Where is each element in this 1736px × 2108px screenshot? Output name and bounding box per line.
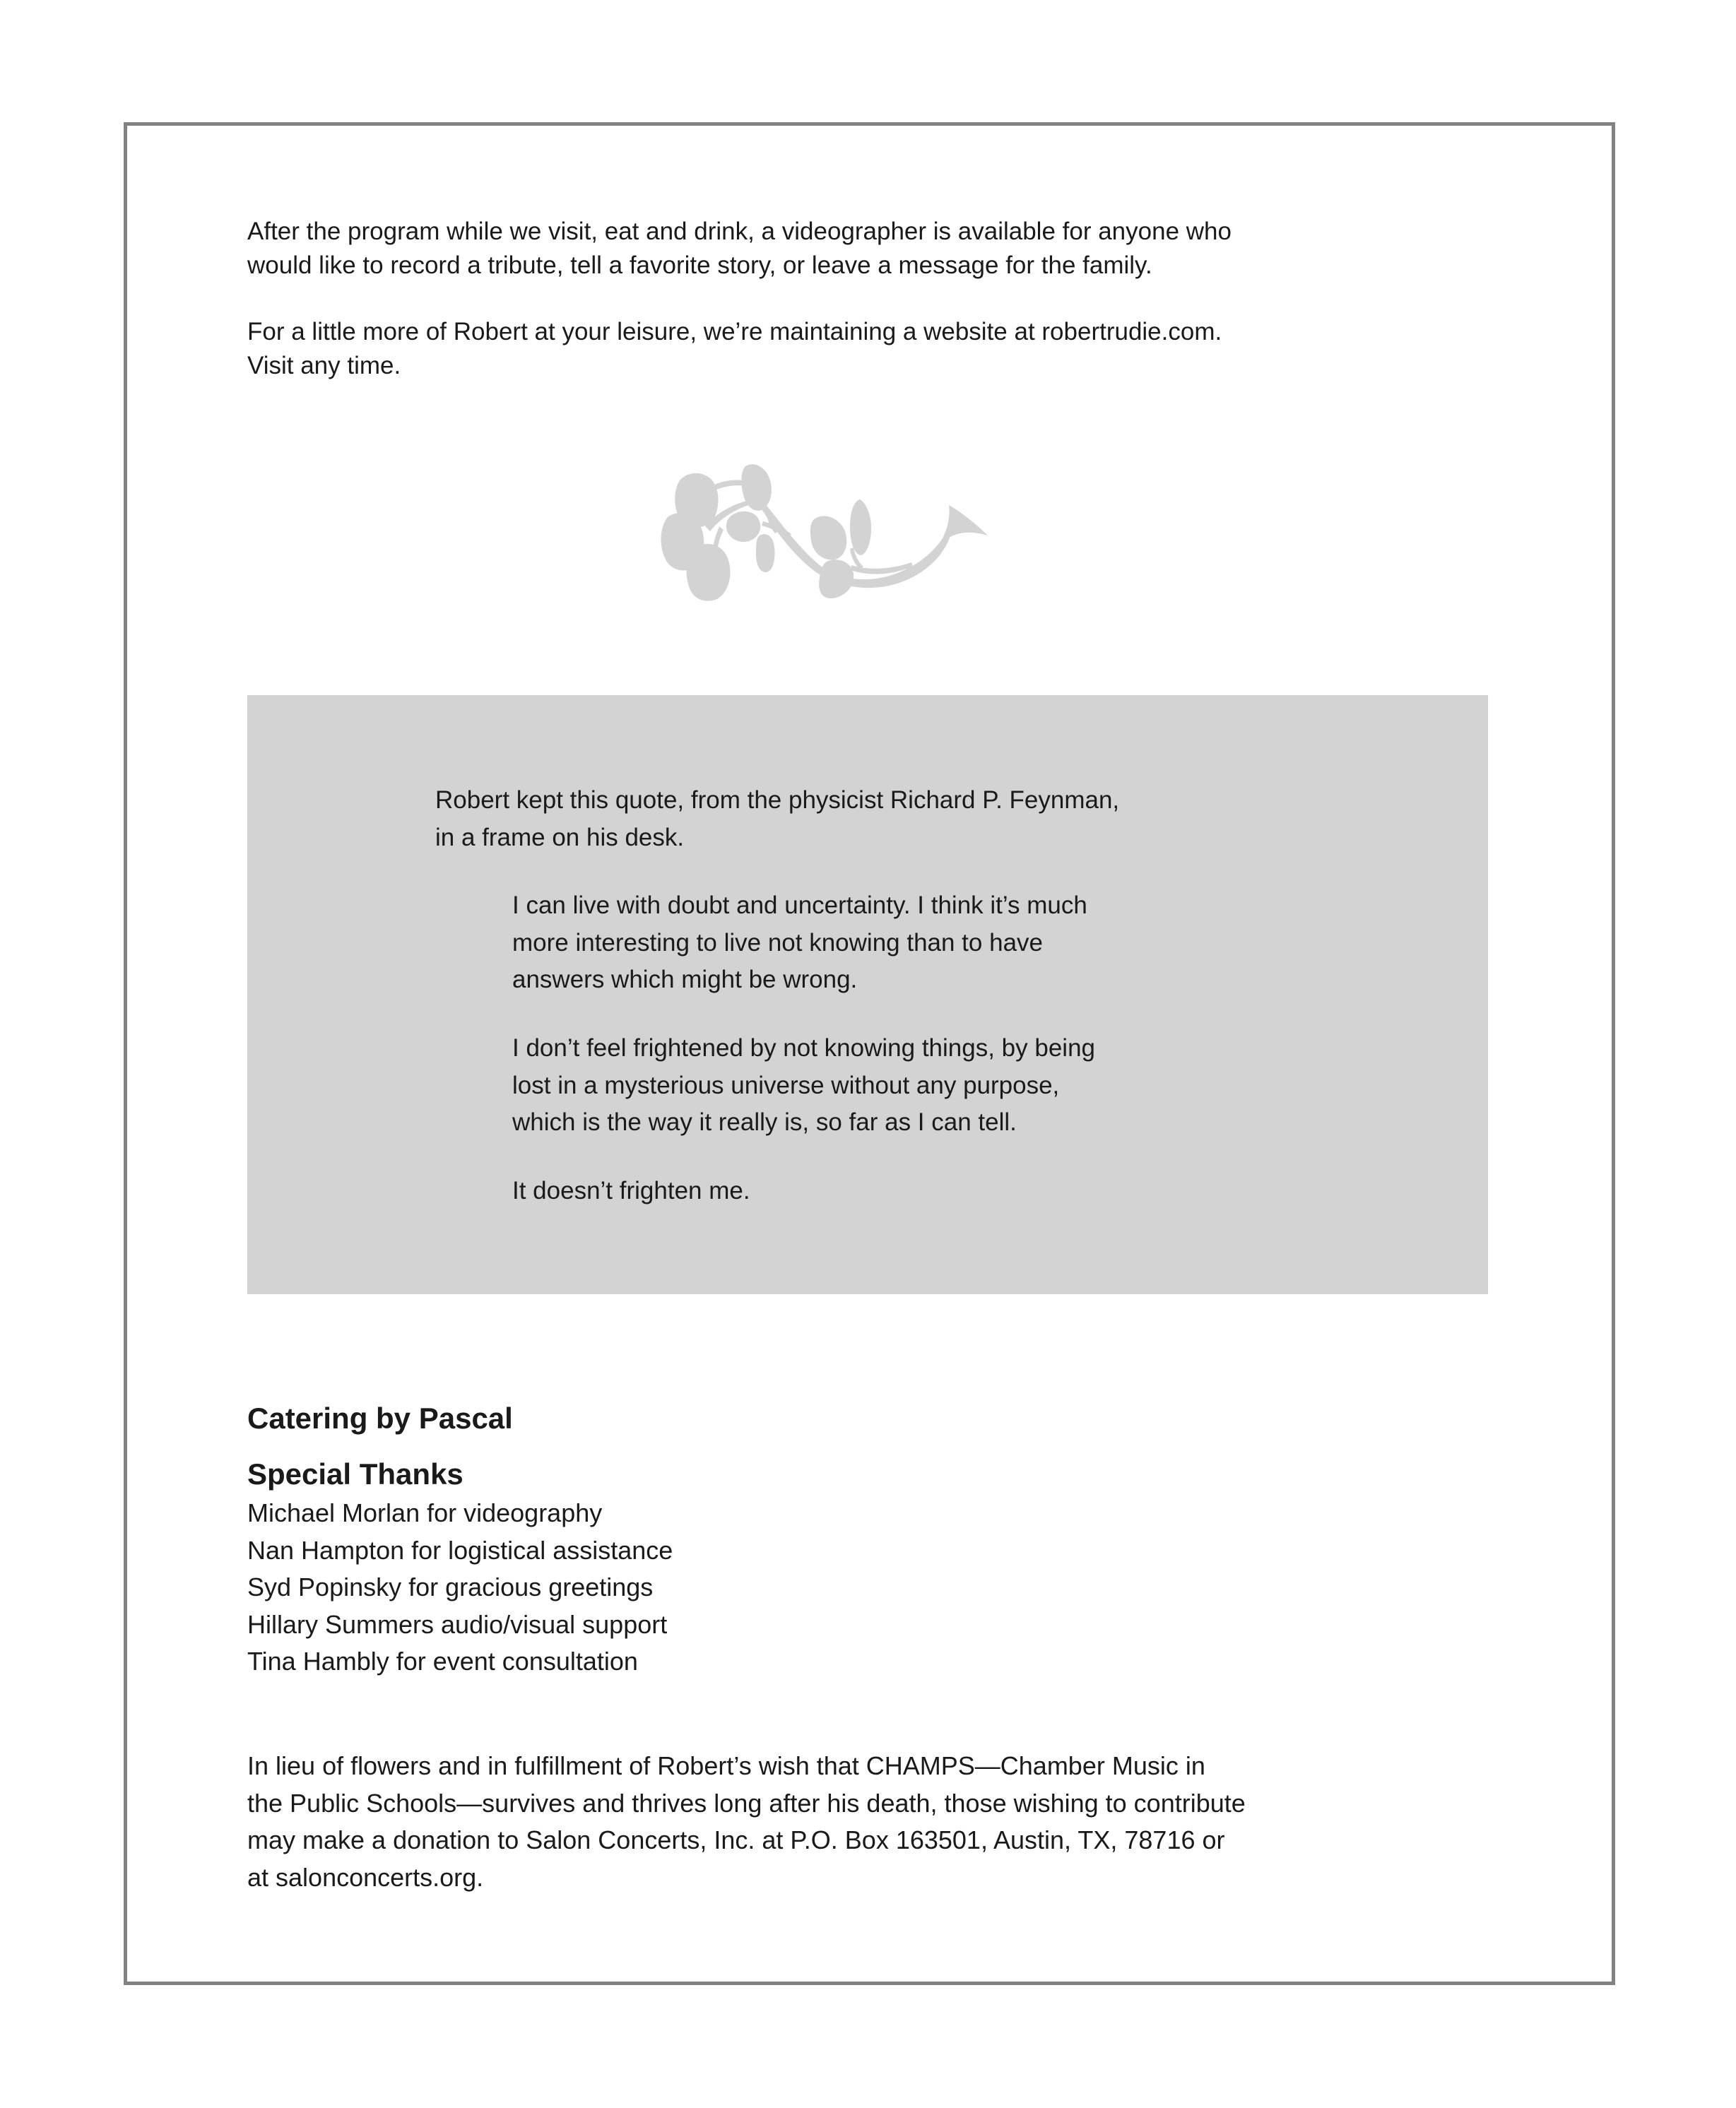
text-line: I can live with doubt and uncertainty. I think it’s much bbox=[512, 892, 1087, 919]
text-line: answers which might be wrong. bbox=[512, 966, 858, 993]
text-line: I don’t feel frightened by not knowing things, by being bbox=[512, 1034, 1095, 1062]
text-line: It doesn’t frighten me. bbox=[512, 1177, 750, 1204]
text-line: After the program while we visit, eat and drink, a videographer is available for anyone who bbox=[247, 218, 1232, 245]
leaf bbox=[850, 499, 871, 555]
text-line: at salonconcerts.org. bbox=[247, 1862, 484, 1892]
text-line: Robert kept this quote, from the physicist Richard P. Feynman, bbox=[435, 786, 1120, 814]
text-line: For a little more of Robert at your leisure, we’re maintaining a website at robertrudie.com. bbox=[247, 318, 1222, 345]
floral-vine-ornament-icon bbox=[650, 452, 1003, 615]
special-thanks-list bbox=[247, 1495, 673, 1681]
donation-paragraph bbox=[247, 1748, 1246, 1896]
list-item: Michael Morlan for videography bbox=[247, 1498, 603, 1527]
leaf bbox=[810, 516, 847, 559]
catering-heading: Catering by Pascal bbox=[247, 1402, 513, 1435]
quote-paragraph bbox=[512, 887, 1087, 999]
text-line: may make a donation to Salon Concerts, Inc. at P.O. Box 163501, Austin, TX, 78716 or bbox=[247, 1825, 1225, 1854]
list-item: Nan Hampton for logistical assistance bbox=[247, 1535, 673, 1565]
text-line: Visit any time. bbox=[247, 352, 401, 379]
text-line: In lieu of flowers and in fulfillment of Robert’s wish that CHAMPS—Chamber Music in bbox=[247, 1751, 1205, 1780]
text-line: in a frame on his desk. bbox=[435, 823, 685, 851]
text-line: more interesting to live not knowing than to have bbox=[512, 928, 1043, 957]
text-line: the Public Schools—survives and thrives long after his death, those wishing to contribute bbox=[247, 1788, 1246, 1818]
text-line: lost in a mysterious universe without any purpose, bbox=[512, 1071, 1060, 1099]
leaf bbox=[819, 559, 854, 598]
quote-paragraph bbox=[512, 1173, 750, 1210]
website-paragraph bbox=[247, 315, 1222, 383]
list-item: Syd Popinsky for gracious greetings bbox=[247, 1573, 654, 1601]
special-thanks-heading: Special Thanks bbox=[247, 1457, 463, 1491]
text-line: which is the way it really is, so far as I can tell. bbox=[512, 1108, 1017, 1136]
videographer-paragraph bbox=[247, 215, 1232, 283]
list-item: Tina Hambly for event consultation bbox=[247, 1647, 638, 1676]
feynman-quote-box bbox=[247, 695, 1488, 1294]
text-line: would like to record a tribute, tell a favorite story, or leave a message for the family. bbox=[247, 251, 1152, 279]
leaf bbox=[726, 511, 760, 542]
list-item: Hillary Summers audio/visual support bbox=[247, 1609, 668, 1639]
vine-horn bbox=[943, 505, 988, 537]
quote-introduction bbox=[435, 782, 1119, 856]
quote-paragraph bbox=[512, 1030, 1095, 1142]
leaf bbox=[756, 534, 775, 572]
flower-bloom bbox=[687, 544, 731, 601]
